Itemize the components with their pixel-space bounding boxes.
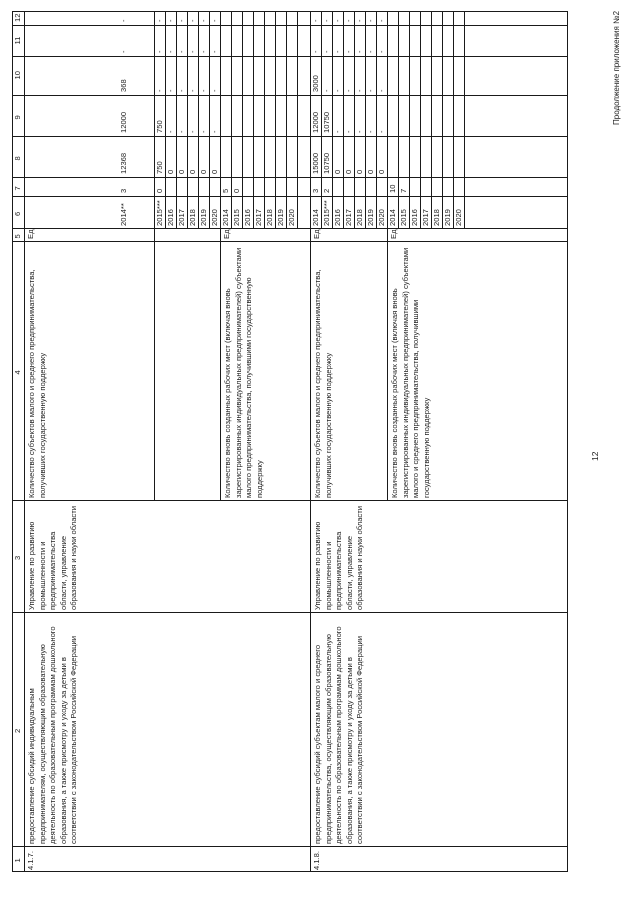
data-table (12, 12, 567, 872)
indicator-name: Количество субъектов малого и среднего предпринимательства, получивших государственную поддержку (313, 269, 333, 498)
row-divider (332, 12, 333, 229)
column-divider (12, 612, 567, 613)
year: 2014 (221, 209, 230, 226)
value: - (155, 19, 164, 22)
indicator-divider (387, 12, 388, 501)
value: - (119, 50, 128, 53)
table-border-top (12, 12, 13, 872)
column-header: 4 (13, 370, 22, 375)
executor-text: Управление по развитию промышленности и предпринимательства области, управление образования и науки области (27, 506, 79, 610)
value: - (344, 50, 353, 53)
row-divider (275, 12, 276, 229)
year: 2017 (254, 209, 263, 226)
value: - (210, 50, 219, 53)
year: 2017 (344, 209, 353, 226)
value: - (366, 89, 375, 92)
value: - (210, 89, 219, 92)
value: 750 (155, 161, 164, 174)
header-divider (24, 12, 25, 872)
value: 7 (399, 188, 408, 193)
value: - (377, 130, 386, 133)
value: 3000 (311, 75, 320, 92)
row-divider (409, 12, 410, 229)
value: - (366, 130, 375, 133)
value: - (210, 130, 219, 133)
row-divider (398, 12, 399, 229)
year: 2016 (243, 209, 252, 226)
value: - (188, 19, 197, 22)
row-divider (431, 12, 432, 229)
value: - (322, 89, 331, 92)
indicator-name: Количество вновь созданных рабочих мест (включая вновь зарегистрированных индивидуальных предпринимателей) субъектами малого предпринимательства, получившими государственную поддержку (223, 247, 264, 498)
value: - (188, 89, 197, 92)
value: - (355, 19, 364, 22)
row-divider (231, 12, 232, 229)
row-divider (442, 12, 443, 229)
block-divider (310, 12, 311, 872)
row-divider (297, 12, 298, 229)
value: - (155, 89, 164, 92)
unit: Ед. (312, 227, 321, 239)
value: - (166, 130, 175, 133)
page-number: 12 (590, 451, 600, 461)
year: 2019 (443, 209, 452, 226)
column-divider (12, 25, 567, 26)
value: 0 (210, 169, 219, 174)
value: 12368 (119, 152, 128, 174)
year: 2017 (421, 209, 430, 226)
value: - (355, 89, 364, 92)
row-divider (420, 12, 421, 229)
row-divider (365, 12, 366, 229)
value: - (199, 130, 208, 133)
row-divider (242, 12, 243, 229)
year: 2018 (265, 209, 274, 226)
row-id: 4.1.7. (26, 851, 35, 870)
column-header: 12 (13, 13, 22, 22)
value: 3 (119, 188, 128, 193)
value: 368 (119, 79, 128, 92)
value: 0 (166, 169, 175, 174)
year: 2020 (454, 209, 463, 226)
column-header: 7 (13, 186, 22, 191)
value: - (377, 89, 386, 92)
value: 12000 (119, 111, 128, 133)
unit: Ед. (26, 227, 35, 239)
year: 2020 (287, 209, 296, 226)
value: - (322, 50, 331, 53)
value: - (366, 50, 375, 53)
value: - (155, 50, 164, 53)
column-header: 9 (13, 115, 22, 120)
year: 2015*** (155, 200, 164, 226)
measure-text: предоставление субсидий индивидуальным предпринимателям, осуществляющим образовательную деятельность по образовательным программам дошкольного образования, а также присмотру и уходу за детьми в соответствии с законодательством Российской Федерации (27, 626, 79, 844)
year: 2019 (199, 209, 208, 226)
value: 0 (188, 169, 197, 174)
row-divider (198, 12, 199, 229)
row-divider (187, 12, 188, 229)
column-header: 10 (13, 71, 22, 80)
value: - (199, 19, 208, 22)
value: - (210, 19, 219, 22)
value: 10750 (322, 152, 331, 174)
year: 2015 (399, 209, 408, 226)
value: 5 (221, 188, 230, 193)
value: - (119, 19, 128, 22)
value: - (344, 89, 353, 92)
value: - (188, 50, 197, 53)
value: 2 (322, 188, 331, 193)
unit: Ед. (222, 227, 231, 239)
value: - (166, 19, 175, 22)
year: 2018 (188, 209, 197, 226)
row-divider (209, 12, 210, 229)
indicator-name: Количество вновь созданных рабочих мест (включая вновь зарегистрированных индивидуальных предпринимателей) субъектами малого и среднего предпринимательства, получившими государственную поддержку (390, 247, 431, 498)
value: - (333, 130, 342, 133)
value: - (366, 19, 375, 22)
column-divider (12, 136, 567, 137)
value: 0 (355, 169, 364, 174)
value: - (333, 89, 342, 92)
year: 2014 (388, 209, 397, 226)
year: 2016 (410, 209, 419, 226)
column-header: 3 (13, 555, 22, 560)
year: 2019 (276, 209, 285, 226)
value: 0 (177, 169, 186, 174)
column-header: 11 (13, 36, 22, 45)
value: - (333, 19, 342, 22)
value: - (166, 50, 175, 53)
value: 15000 (311, 152, 320, 174)
value: - (177, 130, 186, 133)
column-divider (12, 500, 567, 501)
indicator-name: Количество субъектов малого и среднего предпринимательства, получивших государственную поддержку (27, 269, 47, 498)
value: - (177, 89, 186, 92)
row-divider (176, 12, 177, 229)
value: 0 (344, 169, 353, 174)
value: - (344, 19, 353, 22)
year: 2020 (210, 209, 219, 226)
value: 750 (155, 120, 164, 133)
value: 0 (199, 169, 208, 174)
column-header: 8 (13, 156, 22, 161)
column-header: 5 (13, 234, 22, 239)
value: - (166, 89, 175, 92)
column-divider (12, 846, 567, 847)
year: 2020 (377, 209, 386, 226)
year: 2018 (355, 209, 364, 226)
row-divider (376, 12, 377, 229)
value: - (333, 50, 342, 53)
value: - (377, 50, 386, 53)
year: 2015*** (322, 200, 331, 226)
column-divider (12, 196, 567, 197)
year: 2015 (232, 209, 241, 226)
value: - (177, 50, 186, 53)
value: 12000 (311, 111, 320, 133)
year: 2014 (311, 209, 320, 226)
value: - (311, 19, 320, 22)
value: - (177, 19, 186, 22)
executor-text: Управление по развитию промышленности и предпринимательства области, управление образования и науки области (313, 506, 365, 610)
value: 0 (366, 169, 375, 174)
column-divider (12, 56, 567, 57)
value: - (344, 130, 353, 133)
row-divider (343, 12, 344, 229)
table-border-left (12, 871, 567, 872)
appendix-label: Продолжение приложения №2 (612, 10, 621, 125)
value: - (377, 19, 386, 22)
value: 3 (311, 188, 320, 193)
row-divider (253, 12, 254, 229)
column-divider (12, 241, 567, 242)
unit: Ед. (389, 227, 398, 239)
year: 2017 (177, 209, 186, 226)
row-divider (165, 12, 166, 229)
row-divider (464, 12, 465, 229)
value: - (355, 130, 364, 133)
year: 2016 (333, 209, 342, 226)
value: 10 (388, 184, 397, 193)
table-border-right (12, 11, 568, 12)
row-divider (264, 12, 265, 229)
year: 2016 (166, 209, 175, 226)
column-divider (12, 177, 567, 178)
value: 0 (232, 188, 241, 193)
column-header: 2 (13, 728, 22, 733)
value: 0 (377, 169, 386, 174)
value: - (199, 50, 208, 53)
value: - (199, 89, 208, 92)
year: 2018 (432, 209, 441, 226)
value: 10750 (322, 111, 331, 133)
year: 2014** (119, 203, 128, 226)
row-divider (286, 12, 287, 229)
value: - (355, 50, 364, 53)
value: 0 (155, 188, 164, 193)
value: 0 (333, 169, 342, 174)
row-divider (453, 12, 454, 229)
indicator-divider (220, 12, 221, 501)
indicator-divider (154, 12, 155, 501)
value: - (311, 50, 320, 53)
row-id: 4.1.8. (312, 851, 321, 870)
column-header: 6 (13, 211, 22, 216)
value: - (188, 130, 197, 133)
measure-text: предоставление субсидий субъектам малого и среднего предпринимательства, осуществляющим образовательную деятельность по образовательным программам дошкольного образования, а также присмотру и уходу за детьми в соответствии с законодательством Российской Федерации (313, 626, 365, 844)
year: 2019 (366, 209, 375, 226)
value: - (322, 19, 331, 22)
table-border-bottom (567, 12, 568, 872)
column-divider (12, 228, 567, 229)
column-divider (12, 95, 567, 96)
row-divider (354, 12, 355, 229)
column-header: 1 (13, 858, 22, 863)
